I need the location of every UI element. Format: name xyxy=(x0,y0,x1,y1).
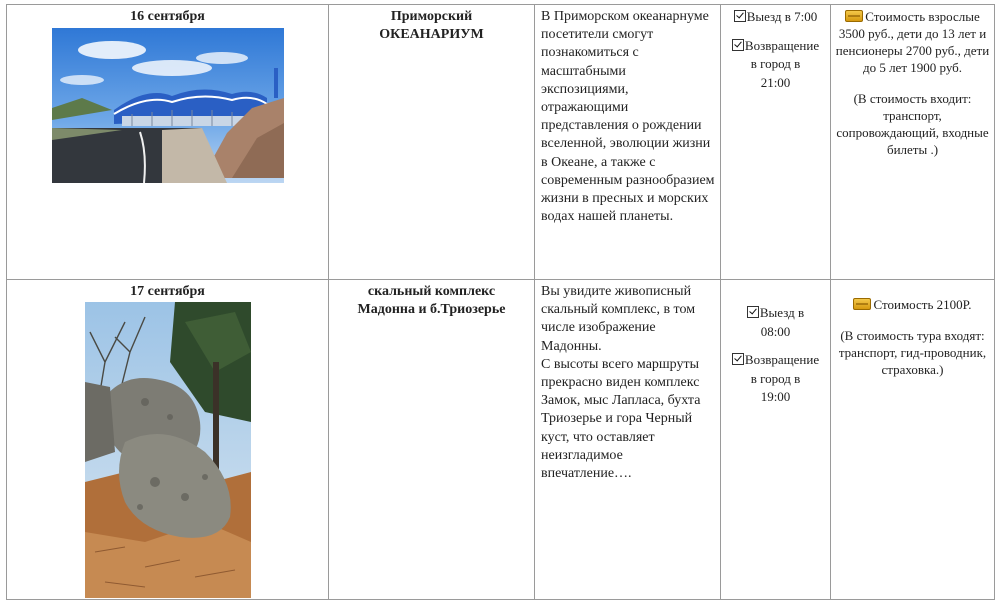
departure-text: Выезд в xyxy=(759,305,805,320)
return-text: Возвращение xyxy=(744,352,820,367)
departure-time xyxy=(723,304,828,341)
tour-title-line: Приморский xyxy=(390,9,473,24)
description-paragraph: Вы увидите живописный скальный комплекс, в том числе изображение Мадонны. xyxy=(541,284,696,354)
banknote-icon xyxy=(853,298,871,310)
tour-description xyxy=(535,280,720,483)
banknote-icon xyxy=(845,10,863,22)
checked-box-icon xyxy=(734,10,746,22)
description-paragraph: С высоты всего маршруты прекрасно виден комплекс Замок, мыс Лапласа, бухта Триозерье и гора Черный куст, что оставляет неизгладимое впечатление…. xyxy=(541,356,701,482)
price-cell xyxy=(831,5,995,280)
checked-box-icon xyxy=(732,353,744,365)
tour-date: 17 сентября xyxy=(130,284,205,299)
title-cell xyxy=(329,5,535,280)
tour-title xyxy=(329,280,534,319)
table-row xyxy=(7,280,995,600)
return-time xyxy=(723,37,828,93)
departure-text: Выезд в 7:00 xyxy=(746,9,818,24)
tour-title-line: скальный комплекс xyxy=(367,284,496,299)
tour-price xyxy=(831,5,994,158)
price-includes: (В стоимость входит: транспорт, сопровождающий, входные билеты .) xyxy=(836,91,989,157)
checked-box-icon xyxy=(747,306,759,318)
tour-times xyxy=(721,5,830,92)
table-row xyxy=(7,5,995,280)
tour-times xyxy=(721,280,830,407)
return-time xyxy=(723,351,828,407)
times-cell xyxy=(721,280,831,600)
checked-box-icon xyxy=(732,39,744,51)
date-cell xyxy=(7,5,329,280)
description-cell xyxy=(535,5,721,280)
price-includes: (В стоимость тура входят: транспорт, гид-проводник, страховка.) xyxy=(838,328,987,377)
madonna-rock-photo xyxy=(85,302,251,598)
price-value: Стоимость взрослые 3500 руб., дети до 13 лет и пенсионеры 2700 руб., дети до 5 лет 1900 руб. xyxy=(835,9,990,75)
price-value: Стоимость 2100Р. xyxy=(873,297,972,312)
return-text: Возвращение xyxy=(744,37,820,53)
tour-description: В Приморском океанарнуме посетители смогут познакомиться с масштабными экспозициями, отражающими представления о рождении вселенной, эволюции жизни в Океане, а также с современным разнообразием жизни в пресных и морских водах нашей планеты. xyxy=(541,9,715,225)
return-text: 21:00 xyxy=(760,74,791,90)
times-cell xyxy=(721,5,831,280)
description-cell xyxy=(535,280,721,600)
price-text xyxy=(835,8,990,76)
return-text: в город в xyxy=(750,56,801,71)
return-text: 19:00 xyxy=(760,389,791,404)
oceanarium-building-photo xyxy=(52,28,284,183)
tour-date: 16 сентября xyxy=(130,9,205,24)
departure-text: 08:00 xyxy=(760,323,791,339)
price-cell xyxy=(831,280,995,600)
tour-title-line: Мадонна и б.Триозерье xyxy=(357,302,506,317)
tour-schedule-table xyxy=(6,4,995,600)
tour-title xyxy=(329,5,534,44)
date-cell xyxy=(7,280,329,600)
price-text xyxy=(835,296,990,313)
departure-time xyxy=(723,8,828,27)
tour-title-line: ОКЕАНАРИУМ xyxy=(379,27,484,42)
return-text: в город в xyxy=(750,370,801,386)
tour-price xyxy=(831,280,994,378)
title-cell xyxy=(329,280,535,600)
